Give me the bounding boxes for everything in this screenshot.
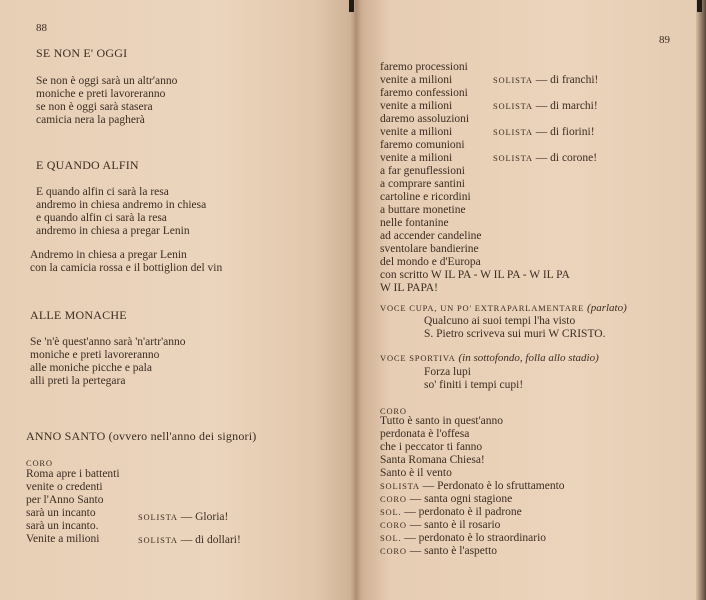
verse-line: Tutto è santo in quest'anno — [380, 415, 504, 427]
verse-line: sarà un incanto — [26, 507, 96, 519]
speaker-label: CORO — [380, 520, 407, 530]
verse-line: Santa Romana Chiesa! — [380, 454, 485, 466]
verse-line: daremo assoluzioni — [380, 113, 470, 125]
exchange-line — [380, 480, 565, 493]
speaker-label: SOLISTA — [380, 481, 420, 491]
verse-line: alli preti la pertegara — [30, 375, 126, 387]
page-number-right: 89 — [659, 34, 670, 46]
response-text: — di dollari! — [180, 534, 241, 546]
speaker-label: VOCE CUPA, UN PO' EXTRAPARLAMENTARE — [380, 303, 585, 313]
verse-line: Venite a milioni — [26, 533, 100, 545]
verse-line: venite a milioni — [380, 74, 453, 86]
exchange-line — [380, 532, 565, 545]
speaker-label: VOCE SPORTIVA — [380, 353, 456, 363]
speaker-label: SOLISTA — [493, 153, 533, 163]
page-number-left: 88 — [36, 22, 47, 34]
voce-sportiva-heading — [380, 352, 599, 365]
exchange-line — [380, 545, 565, 558]
speaker-label: CORO — [380, 494, 407, 504]
verse-block — [30, 249, 222, 275]
verse-line: a far genuflessioni — [380, 165, 465, 177]
verse-line: E quando alfin ci sarà la resa — [36, 186, 169, 198]
verse-line: venite a milioni — [380, 126, 453, 138]
verse-line: camicia nera la pagherà — [36, 114, 145, 126]
response-text: — di marchi! — [535, 100, 598, 112]
section-title: ALLE MONACHE — [30, 308, 127, 322]
response-text: — Perdonato è lo sfruttamento — [422, 480, 565, 492]
verse-block — [26, 468, 120, 546]
verse-line: venite a milioni — [380, 100, 453, 112]
verse-line: con scritto W IL PA - W IL PA - W IL PA — [380, 269, 570, 281]
speaker-label: SOLISTA — [493, 75, 533, 85]
verse-line: perdonata è l'offesa — [380, 428, 470, 440]
speaker-label: SOL. — [380, 533, 402, 543]
solista-response — [493, 100, 598, 113]
verse-line: Andremo in chiesa a pregar Lenin — [30, 249, 187, 261]
verse-line: Qualcuno ai suoi tempi l'ha visto — [424, 315, 576, 327]
verse-line: che i peccator ti fanno — [380, 441, 483, 453]
speaker-label: SOLISTA — [493, 101, 533, 111]
response-text: — Gloria! — [180, 511, 229, 523]
solista-response — [138, 511, 228, 524]
response-text: — perdonato è il padrone — [404, 506, 522, 518]
solista-response — [138, 534, 241, 547]
solista-response — [493, 74, 598, 87]
speaker-label: CORO — [380, 546, 407, 556]
response-text: — di fiorini! — [535, 126, 595, 138]
verse-line: per l'Anno Santo — [26, 494, 104, 506]
response-text: — santo è il rosario — [409, 519, 501, 531]
binding-mark — [697, 0, 702, 12]
section-title: E QUANDO ALFIN — [36, 158, 139, 172]
verse-line: a buttare monetine — [380, 204, 466, 216]
verse-line: faremo comunioni — [380, 139, 465, 151]
stage-direction: (in sottofondo, folla allo stadio) — [458, 352, 599, 364]
verse-line: a comprare santini — [380, 178, 465, 190]
book-gutter — [350, 0, 362, 600]
verse-block — [380, 61, 570, 295]
verse-line: andremo in chiesa a pregar Lenin — [36, 225, 190, 237]
verse-line: con la camicia rossa e il bottiglion del vin — [30, 262, 223, 274]
verse-block — [424, 366, 523, 392]
section-title: ANNO SANTO (ovvero nell'anno dei signori) — [26, 429, 257, 443]
verse-line: cartoline e ricordini — [380, 191, 471, 203]
solista-response — [493, 126, 595, 139]
exchange-line — [380, 506, 565, 519]
verse-line: moniche e preti lavoreranno — [36, 88, 166, 100]
verse-line: ad accender candeline — [380, 230, 482, 242]
verse-block — [30, 336, 186, 388]
response-text: — perdonato è lo straordinario — [404, 532, 547, 544]
voce-cupa-heading — [380, 302, 627, 315]
verse-line: nelle fontanine — [380, 217, 449, 229]
verse-line: venite o credenti — [26, 481, 103, 493]
verse-line: venite a milioni — [380, 152, 453, 164]
verse-line: sarà un incanto. — [26, 520, 99, 532]
exchange-block — [380, 480, 565, 558]
verse-line: Forza lupi — [424, 366, 471, 378]
verse-block — [36, 75, 177, 127]
stage-direction: (parlato) — [587, 302, 627, 314]
verse-block — [36, 186, 206, 238]
verse-line: andremo in chiesa andremo in chiesa — [36, 199, 207, 211]
verse-line: so' finiti i tempi cupi! — [424, 379, 524, 391]
verse-line: alle moniche picche e pala — [30, 362, 152, 374]
verse-block — [380, 415, 503, 480]
speaker-label: SOL. — [380, 507, 402, 517]
speaker-label: SOLISTA — [138, 512, 178, 522]
response-text: — di corone! — [535, 152, 598, 164]
verse-block — [424, 315, 605, 341]
exchange-line — [380, 519, 565, 532]
speaker-label: CORO — [380, 406, 407, 416]
verse-line: Se 'n'è quest'anno sarà 'n'artr'anno — [30, 336, 186, 348]
verse-line: S. Pietro scriveva sui muri W CRISTO. — [424, 328, 606, 340]
verse-line: se non è oggi sarà stasera — [36, 101, 153, 113]
speaker-label: CORO — [26, 458, 53, 468]
verse-line: faremo processioni — [380, 61, 468, 73]
binding-mark — [349, 0, 354, 12]
solista-response — [493, 152, 597, 165]
verse-line: Santo è il vento — [380, 467, 452, 479]
right-page — [355, 0, 706, 600]
response-text: — santo è l'aspetto — [409, 545, 498, 557]
speaker-label: SOLISTA — [138, 535, 178, 545]
verse-line: e quando alfin ci sarà la resa — [36, 212, 167, 224]
verse-line: Roma apre i battenti — [26, 468, 120, 480]
section-title: SE NON E' OGGI — [36, 46, 128, 60]
response-text: — santa ogni stagione — [409, 493, 513, 505]
verse-line: faremo confessioni — [380, 87, 468, 99]
speaker-label: SOLISTA — [493, 127, 533, 137]
page-edge — [696, 0, 706, 600]
verse-line: moniche e preti lavoreranno — [30, 349, 160, 361]
verse-line: Se non è oggi sarà un altr'anno — [36, 75, 178, 87]
verse-line: del mondo e d'Europa — [380, 256, 481, 268]
exchange-line — [380, 493, 565, 506]
verse-line: W IL PAPA! — [380, 282, 438, 294]
verse-line: sventolare bandierine — [380, 243, 479, 255]
response-text: — di franchi! — [535, 74, 599, 86]
